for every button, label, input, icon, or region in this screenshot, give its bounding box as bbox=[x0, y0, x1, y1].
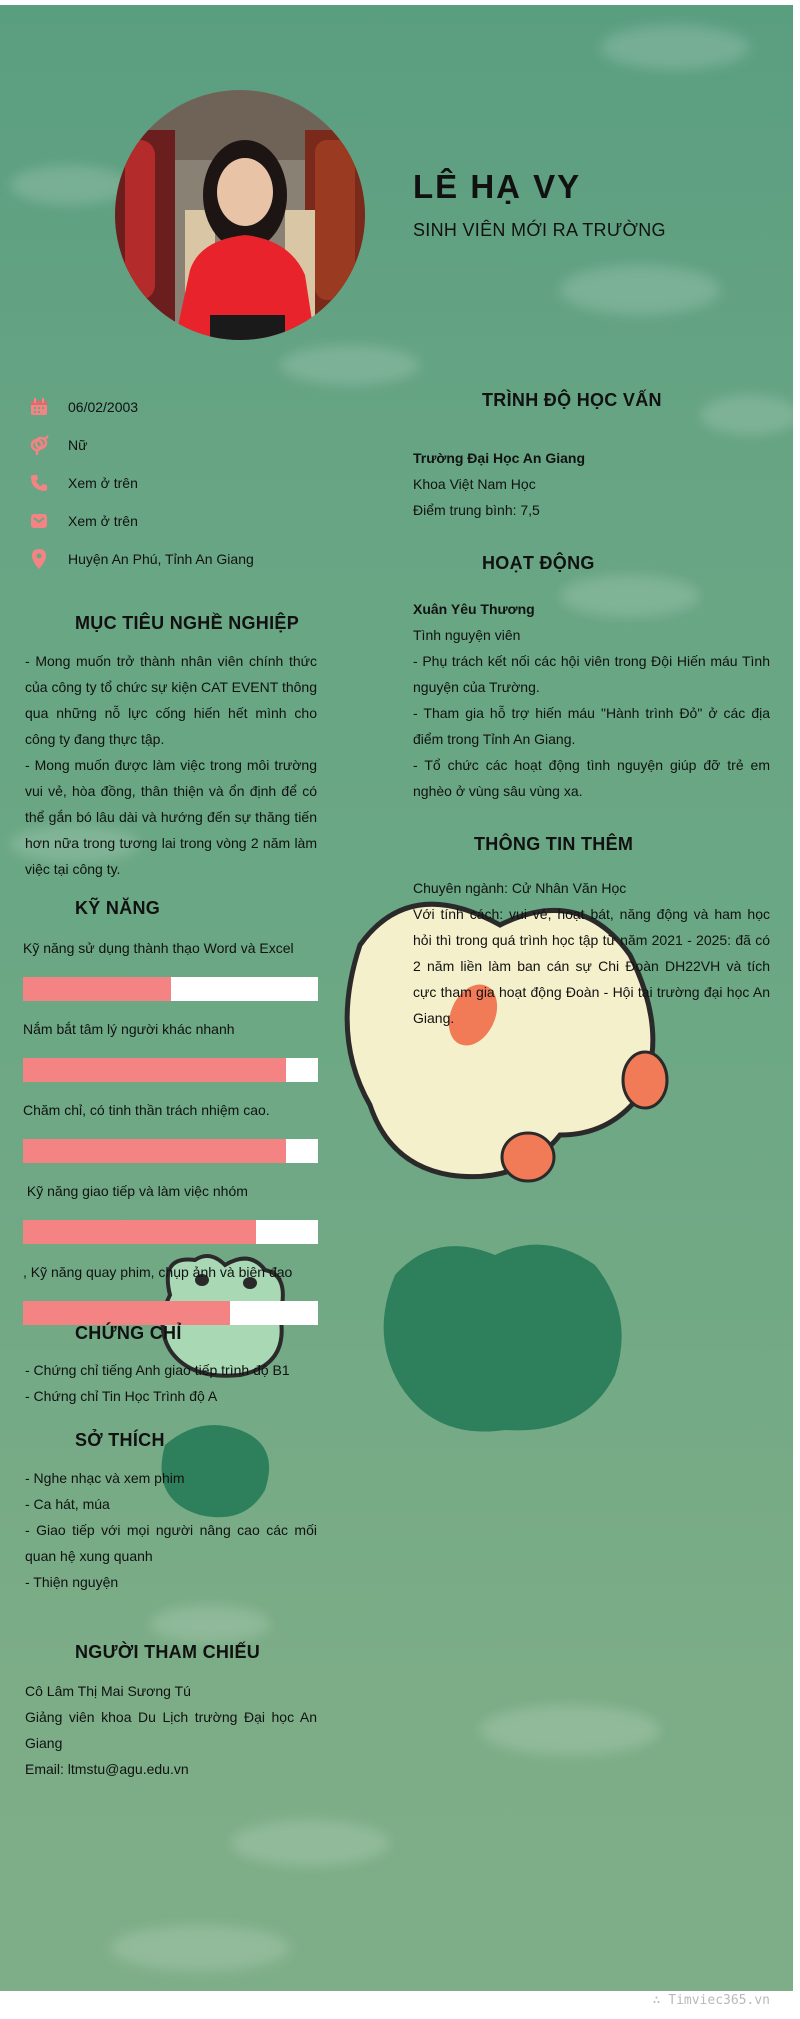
cloud-decoration bbox=[280, 345, 420, 385]
skill-name: Chăm chỉ, có tinh thần trách nhiệm cao. bbox=[23, 1102, 270, 1118]
email-row bbox=[28, 502, 318, 540]
activities-info bbox=[413, 596, 770, 804]
skill-name: Nắm bắt tâm lý người khác nhanh bbox=[23, 1021, 235, 1037]
reference-position: Giảng viên khoa Du Lịch trường Đại học An Giang bbox=[25, 1709, 317, 1751]
objective-line: - Mong muốn trở thành nhân viên chính thức của công ty tổ chức sự kiện CAT EVENT thông qua những nỗ lực cống hiến hết mình cho công ty đang thực tập. bbox=[25, 653, 317, 747]
cloud-decoration bbox=[480, 1705, 660, 1755]
watermark: ∴ Timviec365.vn bbox=[652, 1993, 770, 2008]
activity-item: - Tham gia hỗ trợ hiến máu "Hành trình Đỏ" ở các địa điểm trong Tỉnh An Giang. bbox=[413, 705, 770, 747]
skill-bar-fill bbox=[23, 1220, 256, 1244]
personality: Với tính cách: vui vẻ, hoạt bát, năng động và ham học hỏi thì trong quá trình học tập từ năm 2021 - 2025: đã có 2 năm liền làm ban cán sự Chi Đoàn DH22VH và tích cực tham gia hoạt động Đoàn - Hội tại trường đại học An Giang. bbox=[413, 906, 770, 1026]
objective-heading: MỤC TIÊU NGHỀ NGHIỆP bbox=[75, 613, 300, 633]
skill-item bbox=[23, 1097, 318, 1163]
hobbies-list bbox=[25, 1465, 317, 1595]
envelope-icon bbox=[28, 510, 50, 532]
birthday-value: 06/02/2003 bbox=[68, 399, 139, 415]
skill-item bbox=[23, 1259, 318, 1325]
skill-name: , Kỹ năng quay phim, chụp ảnh và biên đạo bbox=[23, 1264, 293, 1280]
hobby-item: - Giao tiếp với mọi người nâng cao các mối quan hệ xung quanh bbox=[25, 1522, 317, 1564]
phone-row bbox=[28, 464, 318, 502]
address-row bbox=[28, 540, 318, 578]
full-name: LÊ HẠ VY bbox=[413, 168, 582, 205]
avatar bbox=[115, 90, 365, 340]
gender-value: Nữ bbox=[68, 437, 88, 453]
skill-item bbox=[23, 935, 318, 1001]
objective-line: - Mong muốn được làm việc trong môi trường vui vẻ, hòa đồng, thân thiện và ổn định để có thể gắn bó lâu dài và hướng đến sự thăng tiến hơn nữa trong tương lai trong vòng 2 năm làm việc tại công ty. bbox=[25, 757, 317, 877]
gender-icon bbox=[28, 434, 50, 456]
phone-icon bbox=[28, 472, 50, 494]
certificate-item: - Chứng chỉ tiếng Anh giao tiếp trình độ B1 bbox=[25, 1362, 290, 1378]
skill-item bbox=[23, 1016, 318, 1082]
skill-bar bbox=[23, 1301, 318, 1325]
education-info bbox=[413, 445, 770, 523]
skills-heading: KỸ NĂNG bbox=[75, 898, 161, 918]
shadow-blob-decoration bbox=[375, 1235, 635, 1445]
cloud-decoration bbox=[600, 25, 750, 70]
gender-row bbox=[28, 426, 318, 464]
reference-name: Cô Lâm Thị Mai Sương Tú bbox=[25, 1683, 191, 1699]
skill-bar bbox=[23, 977, 318, 1001]
extra-info-heading: THÔNG TIN THÊM bbox=[474, 834, 634, 854]
hobby-item: - Thiện nguyện bbox=[25, 1574, 119, 1590]
address-value: Huyện An Phú, Tỉnh An Giang bbox=[68, 551, 254, 567]
cloud-decoration bbox=[230, 1820, 390, 1866]
phone-value: Xem ở trên bbox=[68, 475, 138, 491]
skill-bar-fill bbox=[23, 1301, 230, 1325]
cloud-decoration bbox=[10, 165, 130, 205]
skill-bar-fill bbox=[23, 1058, 286, 1082]
skill-bar bbox=[23, 1058, 318, 1082]
hobby-item: - Ca hát, múa bbox=[25, 1496, 110, 1512]
contact-info bbox=[28, 388, 318, 578]
major: Chuyên ngành: Cử Nhân Văn Học bbox=[413, 880, 627, 896]
skill-name: Kỹ năng giao tiếp và làm việc nhóm bbox=[23, 1183, 248, 1199]
activity-organization: Xuân Yêu Thương bbox=[413, 601, 535, 617]
certificates-list bbox=[25, 1357, 317, 1409]
calendar-icon bbox=[28, 396, 50, 418]
extra-info bbox=[413, 875, 770, 1031]
skill-item bbox=[23, 1178, 318, 1244]
references-heading: NGƯỜI THAM CHIẾU bbox=[75, 1642, 261, 1662]
certificates-heading: CHỨNG CHỈ bbox=[75, 1323, 182, 1343]
job-title: SINH VIÊN MỚI RA TRƯỜNG bbox=[413, 220, 666, 240]
skill-bar bbox=[23, 1220, 318, 1244]
map-pin-icon bbox=[28, 548, 50, 570]
activity-item: - Phụ trách kết nối các hội viên trong Đội Hiến máu Tình nguyện của Trường. bbox=[413, 653, 770, 695]
activities-heading: HOẠT ĐỘNG bbox=[482, 553, 595, 573]
objective-text bbox=[25, 648, 317, 882]
birthday-row bbox=[28, 388, 318, 426]
skill-bar-fill bbox=[23, 977, 171, 1001]
cloud-decoration bbox=[560, 265, 720, 315]
cv-page bbox=[0, 5, 793, 1991]
skill-name: Kỹ năng sử dụng thành thạo Word và Excel bbox=[23, 940, 294, 956]
skill-bar bbox=[23, 1139, 318, 1163]
skill-bar-fill bbox=[23, 1139, 286, 1163]
certificate-item: - Chứng chỉ Tin Học Trình độ A bbox=[25, 1388, 218, 1404]
faculty: Khoa Việt Nam Học bbox=[413, 476, 536, 492]
activity-role: Tình nguyện viên bbox=[413, 627, 521, 643]
hobby-item: - Nghe nhạc và xem phim bbox=[25, 1470, 185, 1486]
reference-email: Email: ltmstu@agu.edu.vn bbox=[25, 1761, 189, 1777]
hobbies-heading: SỞ THÍCH bbox=[75, 1430, 165, 1450]
school-name: Trường Đại Học An Giang bbox=[413, 450, 586, 466]
education-heading: TRÌNH ĐỘ HỌC VẤN bbox=[482, 390, 662, 410]
gpa: Điểm trung bình: 7,5 bbox=[413, 502, 540, 518]
activity-item: - Tổ chức các hoạt động tình nguyện giúp đỡ trẻ em nghèo ở vùng sâu vùng xa. bbox=[413, 757, 770, 799]
references-info bbox=[25, 1678, 317, 1782]
cloud-decoration bbox=[700, 395, 793, 435]
email-value: Xem ở trên bbox=[68, 513, 138, 529]
cloud-decoration bbox=[110, 1925, 290, 1971]
cloud-decoration bbox=[150, 1605, 270, 1643]
skills-list bbox=[23, 935, 318, 1340]
